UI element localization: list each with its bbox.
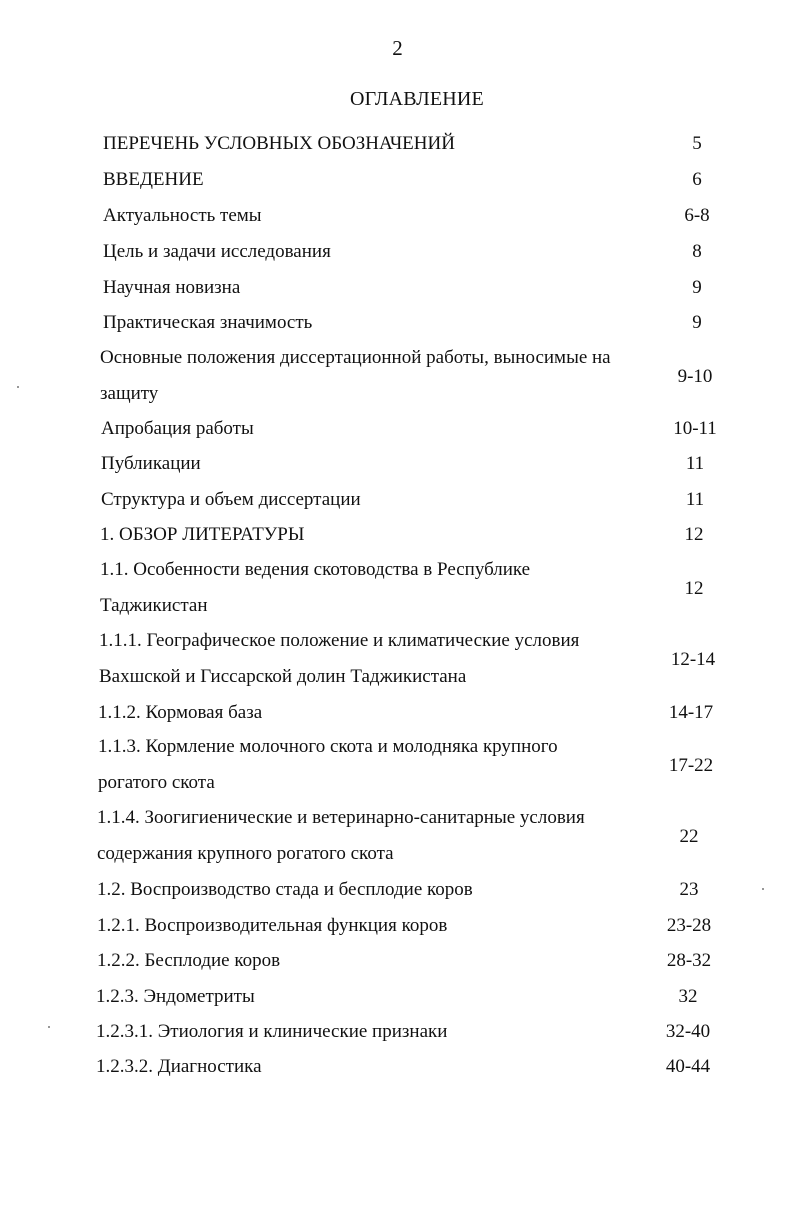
toc-entry-text: 1.2.3.1. Этиология и клинические признаки bbox=[96, 1021, 448, 1042]
toc-entry-page: 11 bbox=[685, 453, 705, 474]
toc-entry-text: Актуальность темы bbox=[103, 205, 262, 226]
toc-entry-page: 28-32 bbox=[666, 950, 712, 971]
toc-entry-text: 1. ОБЗОР ЛИТЕРАТУРЫ bbox=[100, 524, 305, 545]
toc-title: ОГЛАВЛЕНИЕ bbox=[350, 88, 484, 110]
toc-entry-page: 9 bbox=[692, 312, 702, 333]
toc-entry-text: 1.1.2. Кормовая база bbox=[98, 702, 263, 723]
toc-entry-page: 22 bbox=[679, 826, 699, 847]
toc-entry-text: 1.2.3.2. Диагностика bbox=[96, 1056, 262, 1077]
toc-entry-page: 23 bbox=[679, 879, 699, 900]
toc-entry-page: 32-40 bbox=[665, 1021, 711, 1042]
toc-entry-page: 40-44 bbox=[665, 1056, 711, 1077]
scan-speck bbox=[17, 386, 19, 388]
toc-entry-text: 1.1. Особенности ведения скотоводства в Республике Таджикистан bbox=[100, 559, 531, 616]
toc-entry-text: Научная новизна bbox=[103, 277, 241, 298]
toc-entry-page: 9-10 bbox=[677, 366, 713, 387]
toc-entry-text: 1.2.2. Бесплодие коров bbox=[97, 950, 281, 971]
toc-entry-text: Практическая значимость bbox=[103, 312, 313, 333]
toc-entry-text: Цель и задачи исследования bbox=[103, 241, 331, 262]
toc-entry-text: Основные положения диссертационной работы, выносимые на защиту bbox=[100, 347, 611, 404]
toc-entry-page: 9 bbox=[692, 277, 702, 298]
toc-entry-text: ПЕРЕЧЕНЬ УСЛОВНЫХ ОБОЗНАЧЕНИЙ bbox=[103, 133, 455, 154]
toc-entry-page: 8 bbox=[692, 241, 702, 262]
toc-entry-page: 12-14 bbox=[670, 649, 716, 670]
toc-entry-text: 1.2. Воспроизводство стада и бесплодие коров bbox=[97, 879, 473, 900]
page-number: 2 bbox=[392, 36, 403, 60]
toc-entry-page: 12 bbox=[684, 578, 704, 599]
toc-entry-text: 1.1.4. Зоогигиенические и ветеринарно-санитарные условия содержания крупного рогатого скота bbox=[97, 807, 585, 864]
toc-entry-page: 6-8 bbox=[684, 205, 710, 226]
toc-entry-page: 32 bbox=[678, 986, 698, 1007]
toc-entry-text: Публикации bbox=[101, 453, 201, 474]
toc-entry-text: 1.1.1. Географическое положение и климатические условия Вахшской и Гиссарской долин Таджикистана bbox=[99, 630, 580, 687]
scan-speck bbox=[48, 1026, 50, 1028]
toc-entry-text: ВВЕДЕНИЕ bbox=[103, 169, 204, 190]
toc-entry-page: 11 bbox=[685, 489, 705, 510]
scan-speck bbox=[762, 888, 764, 890]
toc-entry-text: Структура и объем диссертации bbox=[101, 489, 361, 510]
toc-entry-page: 23-28 bbox=[666, 915, 712, 936]
toc-entry-page: 10-11 bbox=[673, 418, 717, 439]
toc-entry-page: 6 bbox=[692, 169, 702, 190]
toc-entry-page: 12 bbox=[684, 524, 704, 545]
toc-entry-text: 1.2.3. Эндометриты bbox=[96, 986, 255, 1007]
toc-entry-text: 1.2.1. Воспроизводительная функция коров bbox=[97, 915, 448, 936]
toc-entry-page: 5 bbox=[692, 133, 702, 154]
toc-entry-text: Апробация работы bbox=[101, 418, 254, 439]
toc-entry-text: 1.1.3. Кормление молочного скота и молодняка крупного рогатого скота bbox=[98, 736, 558, 793]
toc-entry-page: 14-17 bbox=[668, 702, 714, 723]
toc-entry-page: 17-22 bbox=[668, 755, 714, 776]
